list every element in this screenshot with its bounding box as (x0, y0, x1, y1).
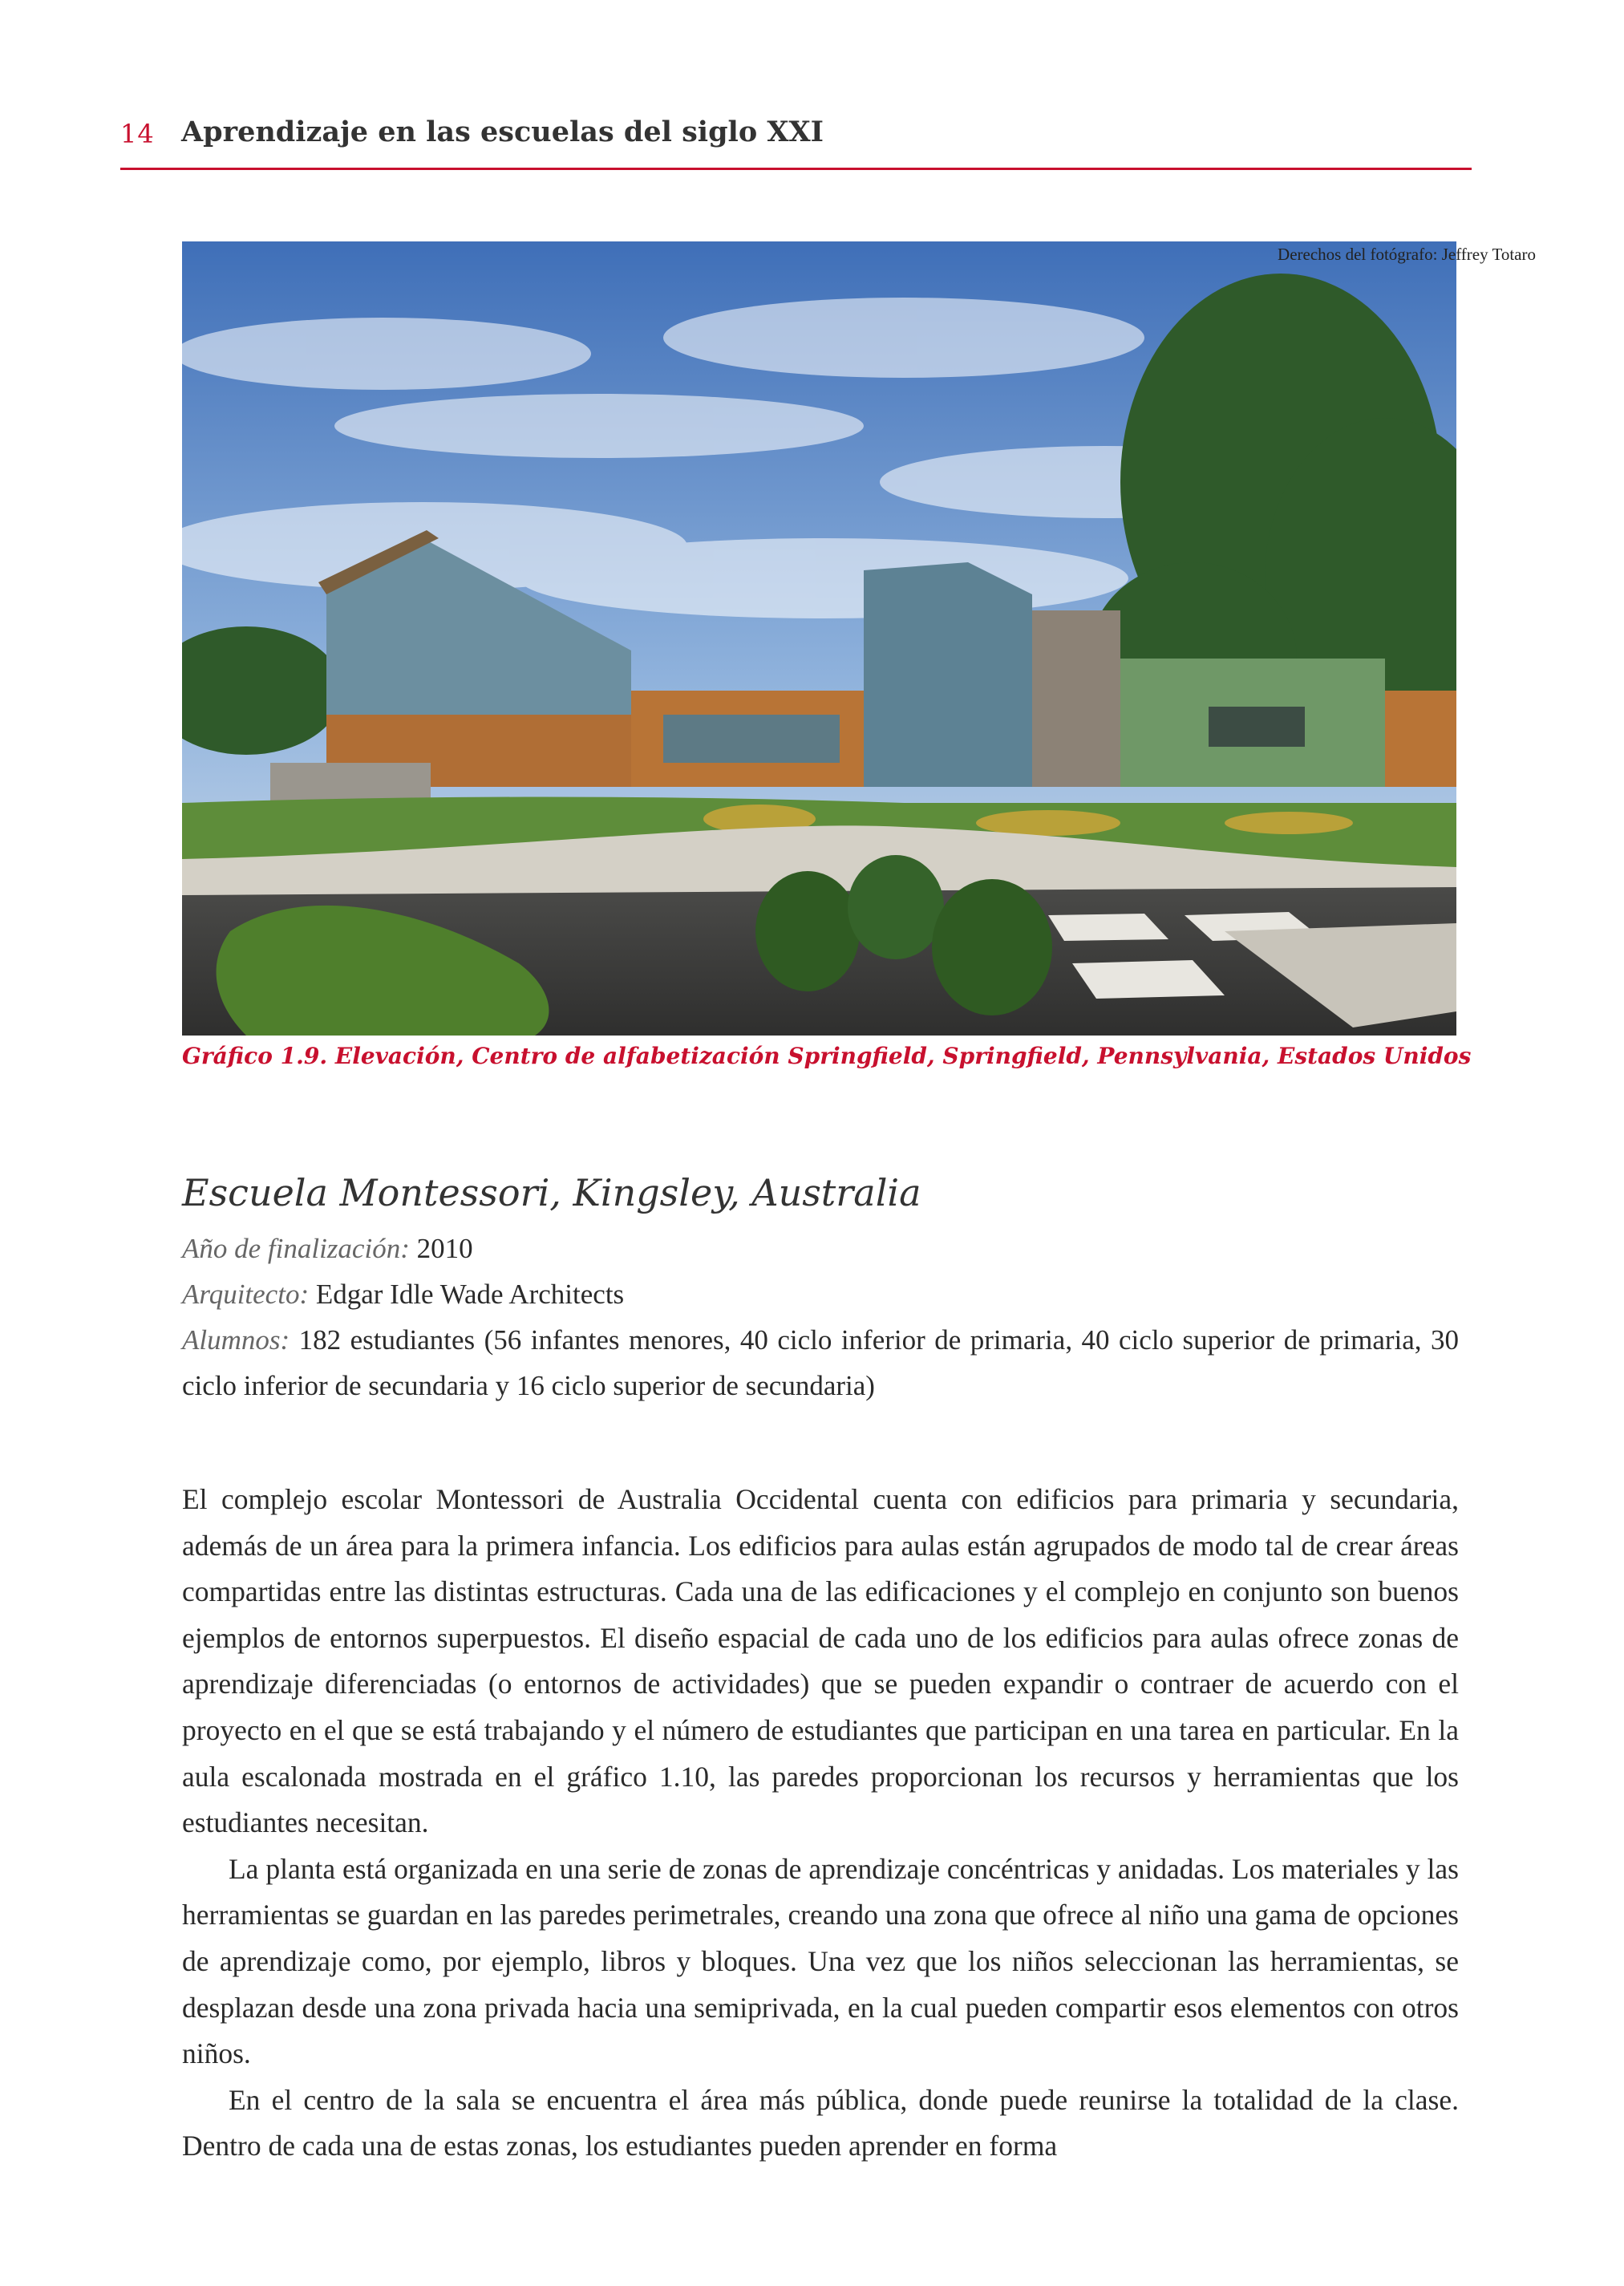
paragraph: La planta está organizada en una serie de zonas de aprendizaje concéntricas y anidadas. Los materiales y las herramientas se guardan en las paredes perimetrales, creando una zona que ofrece al niño una gama de opciones de aprendizaje como, por ejemplo, libros y bloques. Una vez que los niños seleccionan las herramientas, se desplazan desde una zona privada hacia una semiprivada, en la cual pueden compartir esos elementos con otros niños. (182, 1852, 1459, 2070)
stone-wall (1032, 610, 1120, 787)
meta-year-value: 2010 (416, 1233, 473, 1264)
meta-students-value: 182 estudiantes (56 infantes menores, 40 ciclo inferior de primaria, 40 ciclo superior de primaria, 30 ciclo inferior de secundaria y 16 ciclo superior de secundaria) (182, 1324, 1459, 1401)
header-rule (120, 168, 1472, 170)
meta-students (182, 1317, 1459, 1408)
building-photo-illustration (182, 241, 1456, 1036)
meta-architect-label: Arquitecto: (182, 1279, 310, 1310)
meta-architect (182, 1271, 1459, 1317)
center-glass-tower (864, 562, 1032, 787)
figure-caption: Gráfico 1.9. Elevación, Centro de alfabetización Springfield, Springfield, Pennsylvania, Estados Unidos (182, 1043, 1472, 1069)
section-title: Escuela Montessori, Kingsley, Australia (182, 1171, 921, 1214)
meta-students-label: Alumnos: (182, 1324, 290, 1356)
building-photo (182, 241, 1456, 1036)
shrub (755, 871, 860, 991)
shrub (932, 879, 1052, 1015)
photo-credit: Derechos del fotógrafo: Jeffrey Totaro (1278, 245, 1536, 264)
running-title: Aprendizaje en las escuelas del siglo XXI (181, 116, 824, 148)
page-number: 14 (120, 119, 155, 149)
paragraph: El complejo escolar Montessori de Australia Occidental cuenta con edificios para primaria y secundaria, además de un área para la primera infancia. Los edificios para aulas están agrupados de modo tal de crear áreas compartidas entre las distintas estructuras. Cada una de las edificaciones y el complejo en conjunto son buenos ejemplos de entornos superpuestos. El diseño espacial de cada uno de los edificios para aulas ofrece zonas de aprendizaje diferenciadas (o entornos de actividades) que se pueden expandir o contraer de acuerdo con el proyecto en el que se está trabajando y el número de estudiantes que participan en una tarea en particular. En la aula escalonada mostrada en el gráfico 1.10, las paredes proporcionan los recursos y herramientas que los estudiantes necesitan. (182, 1483, 1459, 1839)
shrub (848, 855, 944, 959)
meta-year (182, 1226, 1459, 1271)
body-text (182, 1477, 1459, 2170)
meta-architect-value: Edgar Idle Wade Architects (315, 1279, 625, 1310)
meta-year-label: Año de finalización: (182, 1233, 410, 1264)
running-header (120, 111, 1472, 167)
stone-planter (270, 763, 431, 803)
paragraph: En el centro de la sala se encuentra el área más pública, donde puede reunirse la totalidad de la clase. Dentro de cada una de estas zonas, los estudiantes pueden aprender en forma (182, 2083, 1459, 2162)
